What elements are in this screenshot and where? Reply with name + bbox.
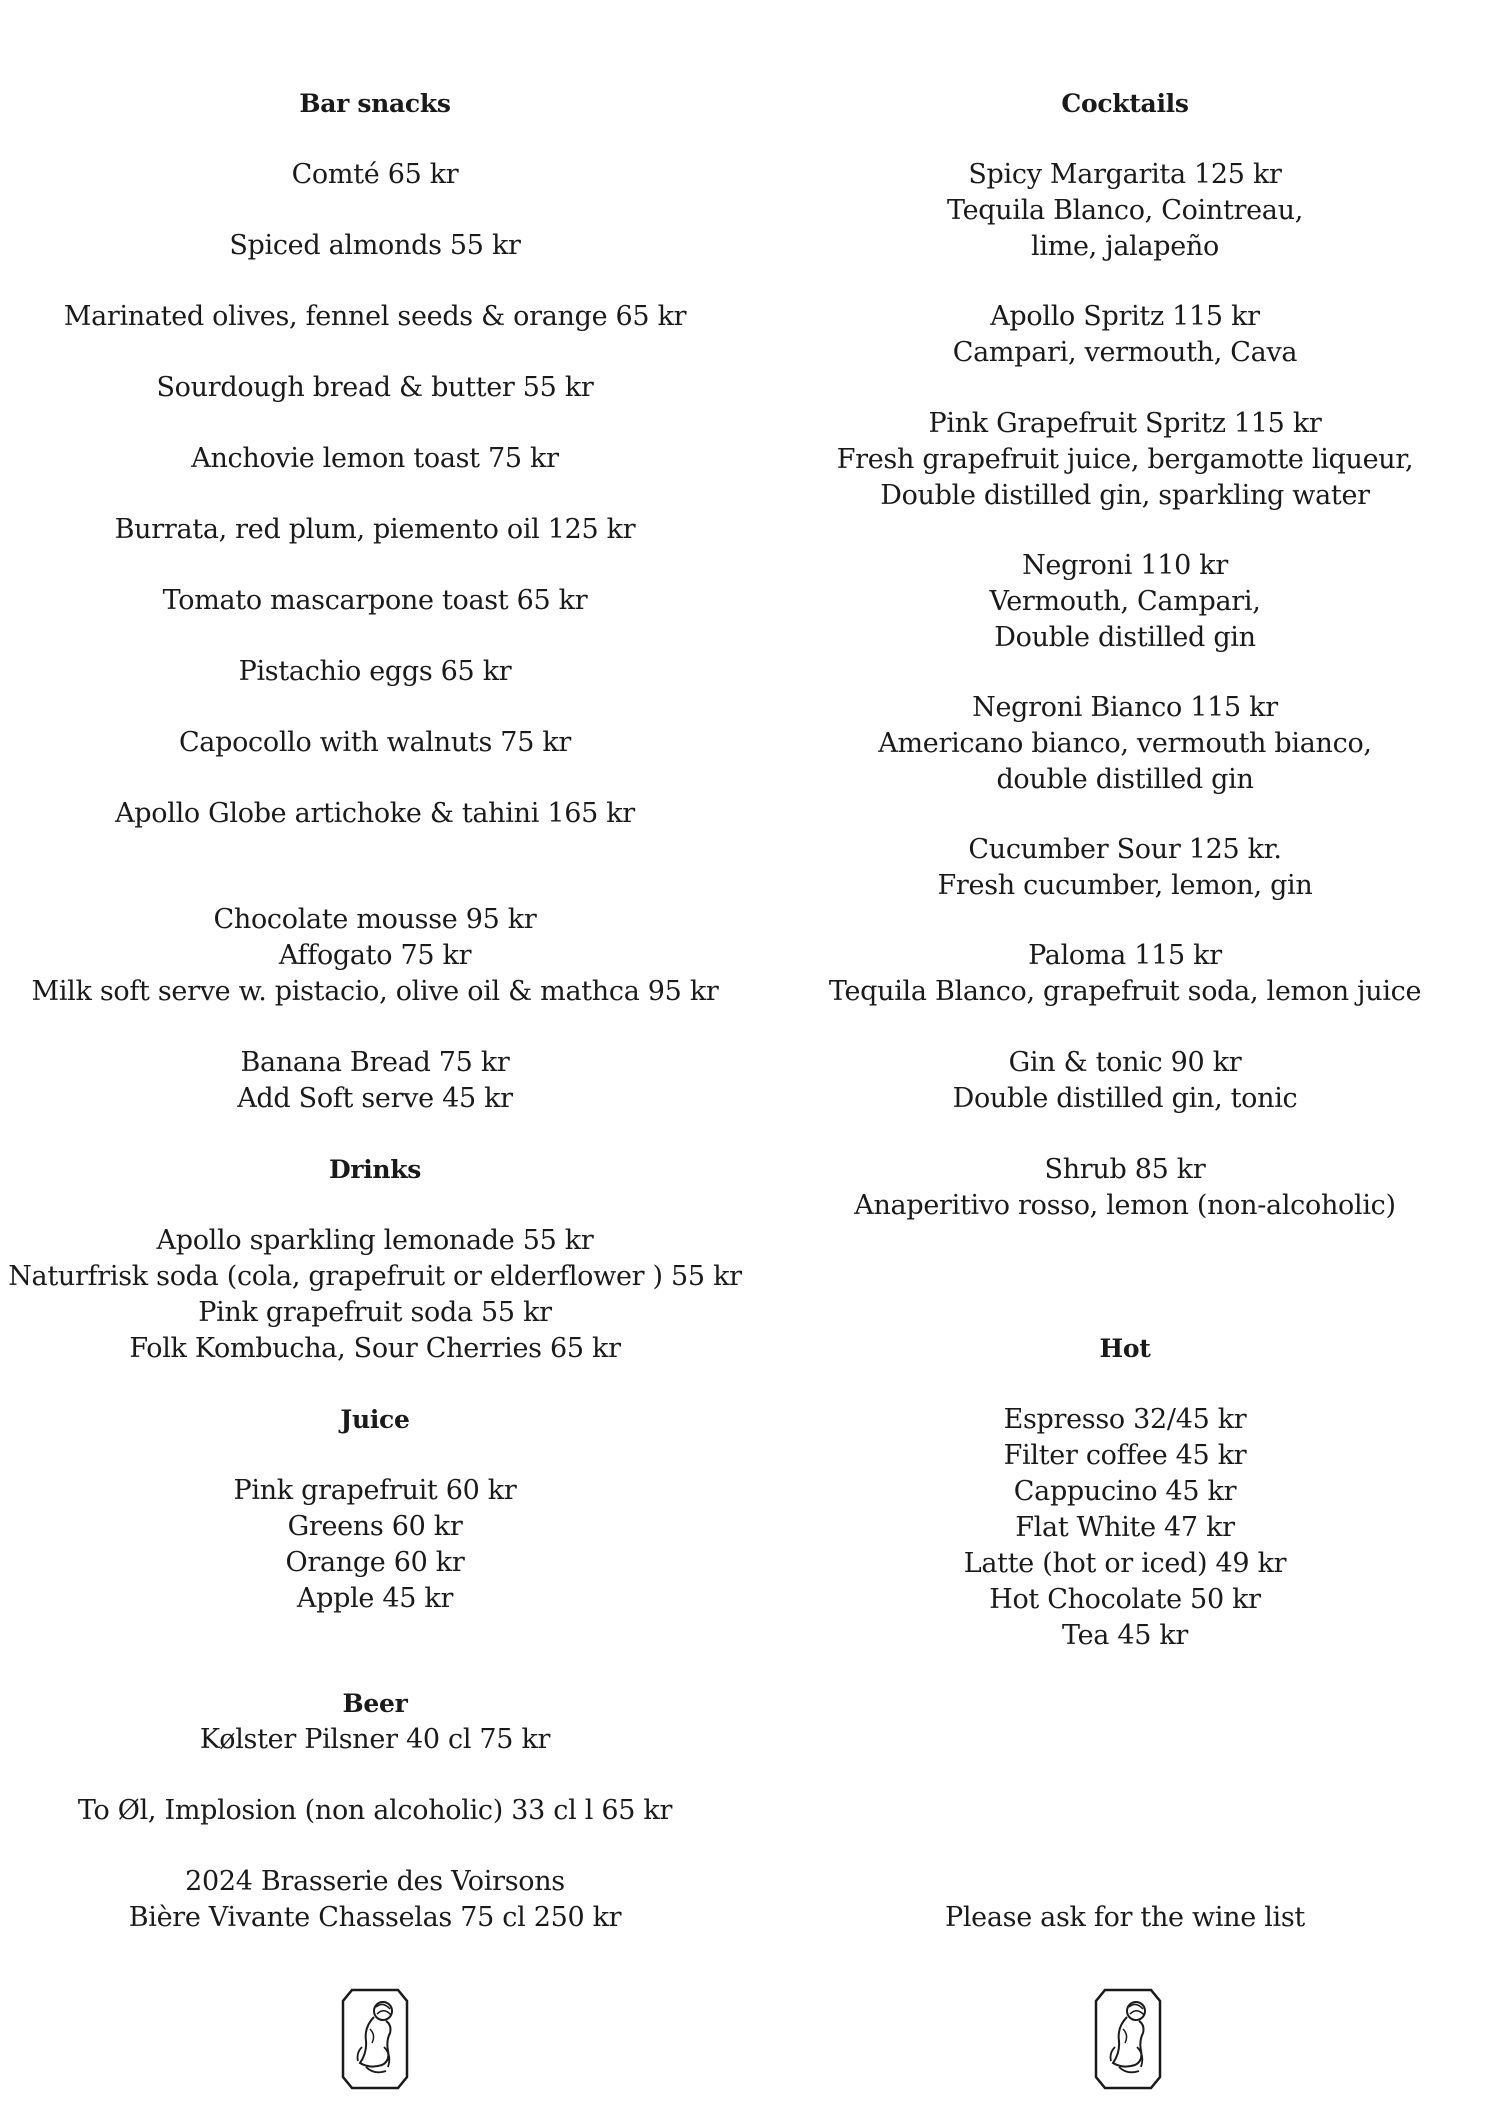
menu-item: Burrata, red plum, piemento oil 125 kr [114,514,636,545]
menu-item: Capocollo with walnuts 75 kr [178,727,572,758]
right-column [750,0,1500,2122]
cocktail-description: Double distilled gin, sparkling water [880,480,1370,511]
hot-item: Flat White 47 kr [1015,1512,1235,1543]
hot-item: Tea 45 kr [1061,1620,1189,1651]
cocktail-description: Fresh cucumber, lemon, gin [937,870,1313,901]
cocktail-item: Cucumber Sour 125 kr. [968,834,1282,865]
dessert-item: Add Soft serve 45 kr [237,1083,513,1114]
cocktail-description: Anaperitivo rosso, lemon (non-alcoholic) [854,1190,1396,1221]
drink-item: Apollo sparkling lemonade 55 kr [156,1225,594,1256]
cocktail-description: Tequila Blanco, grapefruit soda, lemon juice [828,976,1422,1007]
juice-item: Apple 45 kr [296,1583,454,1614]
menu-item: Marinated olives, fennel seeds & orange 65 kr [63,301,687,332]
cocktail-item: Negroni Bianco 115 kr [972,692,1278,723]
apollo-figure-emblem-icon [1093,1987,1163,2091]
beer-item: 2024 Brasserie des Voirsons [185,1866,565,1897]
beer-heading: Beer [342,1689,408,1718]
cocktail-description: Americano bianco, vermouth bianco, [878,728,1372,759]
menu-item: Anchovie lemon toast 75 kr [191,443,559,474]
dessert-item: Milk soft serve w. pistacio, olive oil & mathca 95 kr [31,976,719,1007]
dessert-item: Affogato 75 kr [278,940,472,971]
cocktail-description: Fresh grapefruit juice, bergamotte liqueur, [836,444,1414,475]
cocktail-item: Shrub 85 kr [1044,1154,1206,1185]
cocktail-item: Negroni 110 kr [1022,550,1228,581]
cocktail-item: Spicy Margarita 125 kr [968,159,1282,190]
juice-item: Pink grapefruit 60 kr [233,1475,517,1506]
cocktail-description: double distilled gin [996,764,1254,795]
cocktail-description: Double distilled gin [994,622,1256,653]
hot-item: Filter coffee 45 kr [1003,1440,1247,1471]
menu-item: Sourdough bread & butter 55 kr [156,372,594,403]
menu-item: Apollo Globe artichoke & tahini 165 kr [115,798,635,829]
hot-item: Cappucino 45 kr [1013,1476,1237,1507]
cocktail-description: Tequila Blanco, Cointreau, [947,195,1303,226]
juice-item: Greens 60 kr [287,1511,463,1542]
hot-item: Espresso 32/45 kr [1003,1404,1247,1435]
drink-item: Folk Kombucha, Sour Cherries 65 kr [129,1333,621,1364]
cocktail-description: Vermouth, Campari, [989,586,1261,617]
beer-item: Kølster Pilsner 40 cl 75 kr [199,1724,551,1755]
cocktails-heading: Cocktails [1061,89,1189,118]
cocktail-item: Pink Grapefruit Spritz 115 kr [928,408,1322,439]
cocktail-description: Campari, vermouth, Cava [952,337,1298,368]
beer-item: To Øl, Implosion (non alcoholic) 33 cl l 65 kr [77,1795,673,1826]
dessert-item: Banana Bread 75 kr [240,1047,510,1078]
beer-item: Bière Vivante Chasselas 75 cl 250 kr [128,1902,622,1933]
hot-item: Hot Chocolate 50 kr [989,1584,1261,1615]
wine-list-note: Please ask for the wine list [944,1902,1305,1933]
dessert-item: Chocolate mousse 95 kr [213,904,537,935]
hot-heading: Hot [1099,1334,1151,1363]
cocktail-item: Apollo Spritz 115 kr [990,301,1260,332]
bar-snacks-heading: Bar snacks [299,89,451,118]
cocktail-item: Gin & tonic 90 kr [1008,1047,1242,1078]
apollo-figure-emblem-icon [340,1987,410,2091]
juice-item: Orange 60 kr [285,1547,465,1578]
drinks-heading: Drinks [328,1155,422,1184]
hot-item: Latte (hot or iced) 49 kr [963,1548,1287,1579]
cocktail-item: Paloma 115 kr [1028,940,1222,971]
cocktail-description: lime, jalapeño [1031,231,1219,262]
drink-item: Pink grapefruit soda 55 kr [198,1297,552,1328]
juice-heading: Juice [340,1405,410,1434]
menu-item: Spiced almonds 55 kr [229,230,521,261]
cocktail-description: Double distilled gin, tonic [952,1083,1298,1114]
menu-item: Tomato mascarpone toast 65 kr [162,585,588,616]
menu-item: Comté 65 kr [291,159,459,190]
menu-item: Pistachio eggs 65 kr [238,656,512,687]
drink-item: Naturfrisk soda (cola, grapefruit or elderflower ) 55 kr [8,1261,742,1292]
